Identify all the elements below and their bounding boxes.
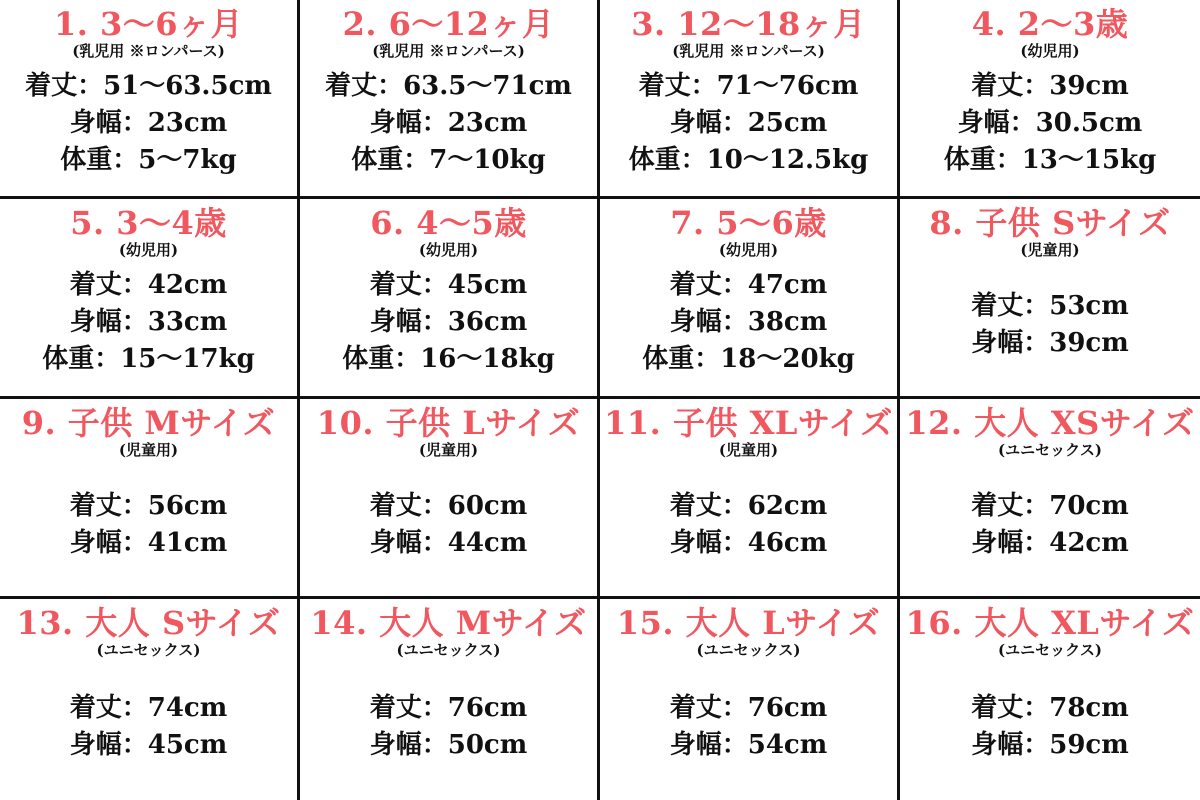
spec-line: 身幅：45cm <box>69 729 228 760</box>
size-specs <box>70 659 228 800</box>
size-specs <box>42 259 255 396</box>
spec-line: 身幅：50cm <box>369 729 528 760</box>
size-cell-4 <box>900 0 1200 199</box>
size-category: (ユニセックス) <box>96 641 201 659</box>
spec-line: 体重：13〜15kg <box>943 145 1157 175</box>
size-specs <box>370 659 528 800</box>
size-specs <box>971 459 1129 596</box>
size-title: 11. 子供 XLサイズ <box>604 404 893 442</box>
size-category: (児童用) <box>118 441 179 459</box>
spec-line: 着丈：71〜76cm <box>638 71 859 101</box>
size-cell-5 <box>0 199 300 399</box>
size-specs <box>342 259 555 396</box>
size-specs <box>70 459 228 596</box>
spec-line: 着丈：76cm <box>369 692 528 723</box>
size-title: 9. 子供 Mサイズ <box>21 404 276 442</box>
size-cell-15 <box>600 599 900 800</box>
size-category: (幼児用) <box>418 241 479 259</box>
spec-line: 着丈：51〜63.5cm <box>25 71 272 101</box>
size-specs <box>370 459 528 596</box>
size-specs <box>25 60 272 196</box>
size-category: (ユニセックス) <box>997 641 1103 659</box>
size-category: (ユニセックス) <box>696 641 801 659</box>
size-cell-11 <box>600 399 900 599</box>
spec-line: 身幅：23cm <box>369 108 528 138</box>
size-specs <box>325 60 572 196</box>
size-title: 1. 3〜6ヶ月 <box>53 5 244 43</box>
size-cell-16 <box>900 599 1200 800</box>
size-cell-3 <box>600 0 900 199</box>
size-category: (乳児用 ※ロンパース) <box>372 42 525 60</box>
spec-line: 身幅：54cm <box>669 729 828 760</box>
size-cell-9 <box>0 399 300 599</box>
spec-line: 身幅：59cm <box>971 729 1129 760</box>
size-title: 12. 大人 XSサイズ <box>905 404 1195 442</box>
size-specs <box>971 659 1129 800</box>
size-cell-8 <box>900 199 1200 399</box>
spec-line: 身幅：38cm <box>669 307 828 337</box>
spec-line: 身幅：36cm <box>369 307 528 337</box>
spec-line: 体重：10〜12.5kg <box>628 145 869 175</box>
size-category: (ユニセックス) <box>396 641 501 659</box>
size-specs <box>629 60 869 196</box>
spec-line: 身幅：30.5cm <box>957 108 1143 138</box>
spec-line: 着丈：47cm <box>669 270 828 300</box>
size-cell-13 <box>0 599 300 800</box>
spec-line: 着丈：45cm <box>369 270 528 300</box>
size-title: 15. 大人 Lサイズ <box>616 604 881 642</box>
spec-line: 着丈：63.5〜71cm <box>325 71 572 101</box>
size-cell-6 <box>300 199 600 399</box>
spec-line: 身幅：46cm <box>669 527 828 558</box>
size-category: (ユニセックス) <box>997 441 1103 459</box>
spec-line: 着丈：78cm <box>971 692 1129 723</box>
spec-line: 体重：15〜17kg <box>42 344 255 374</box>
size-title: 13. 大人 Sサイズ <box>16 604 281 642</box>
size-title: 2. 6〜12ヶ月 <box>342 5 555 43</box>
size-category: (児童用) <box>1020 241 1080 259</box>
spec-line: 着丈：42cm <box>69 270 228 300</box>
size-category: (児童用) <box>718 441 779 459</box>
spec-line: 着丈：62cm <box>669 490 828 521</box>
spec-line: 身幅：23cm <box>69 108 228 138</box>
size-cell-10 <box>300 399 600 599</box>
size-specs <box>642 259 855 396</box>
spec-line: 身幅：39cm <box>971 327 1129 358</box>
size-category: (児童用) <box>418 441 479 459</box>
size-specs <box>670 459 828 596</box>
size-cell-2 <box>300 0 600 199</box>
spec-line: 身幅：25cm <box>669 108 828 138</box>
size-title: 16. 大人 XLサイズ <box>905 604 1195 642</box>
size-cell-1 <box>0 0 300 199</box>
size-specs <box>670 659 828 800</box>
size-cell-14 <box>300 599 600 800</box>
spec-line: 着丈：76cm <box>669 692 828 723</box>
size-cell-7 <box>600 199 900 399</box>
size-title: 14. 大人 Mサイズ <box>310 604 587 642</box>
spec-line: 身幅：41cm <box>69 527 228 558</box>
size-title: 4. 2〜3歳 <box>971 5 1129 43</box>
spec-line: 着丈：39cm <box>971 71 1129 101</box>
size-category: (乳児用 ※ロンパース) <box>72 42 225 60</box>
spec-line: 体重：18〜20kg <box>642 344 855 374</box>
size-category: (幼児用) <box>1020 42 1080 60</box>
spec-line: 体重：16〜18kg <box>342 344 555 374</box>
spec-line: 着丈：56cm <box>69 490 228 521</box>
size-specs <box>971 259 1129 396</box>
size-title: 3. 12〜18ヶ月 <box>631 5 866 43</box>
spec-line: 着丈：74cm <box>69 692 228 723</box>
size-title: 6. 4〜5歳 <box>370 204 527 242</box>
spec-line: 着丈：60cm <box>369 490 528 521</box>
size-title: 10. 子供 Lサイズ <box>316 404 581 442</box>
spec-line: 着丈：70cm <box>971 490 1129 521</box>
size-title: 5. 3〜4歳 <box>70 204 227 242</box>
size-title: 7. 5〜6歳 <box>670 204 827 242</box>
size-category: (乳児用 ※ロンパース) <box>672 42 825 60</box>
size-title: 8. 子供 Sサイズ <box>929 204 1171 242</box>
spec-line: 身幅：33cm <box>69 307 228 337</box>
size-cell-12 <box>900 399 1200 599</box>
spec-line: 身幅：44cm <box>369 527 528 558</box>
spec-line: 体重：7〜10kg <box>351 145 546 175</box>
size-category: (幼児用) <box>118 241 179 259</box>
size-category: (幼児用) <box>718 241 779 259</box>
spec-line: 身幅：42cm <box>971 527 1129 558</box>
size-specs <box>944 60 1157 196</box>
spec-line: 着丈：53cm <box>971 290 1129 321</box>
spec-line: 体重：5〜7kg <box>60 145 237 175</box>
